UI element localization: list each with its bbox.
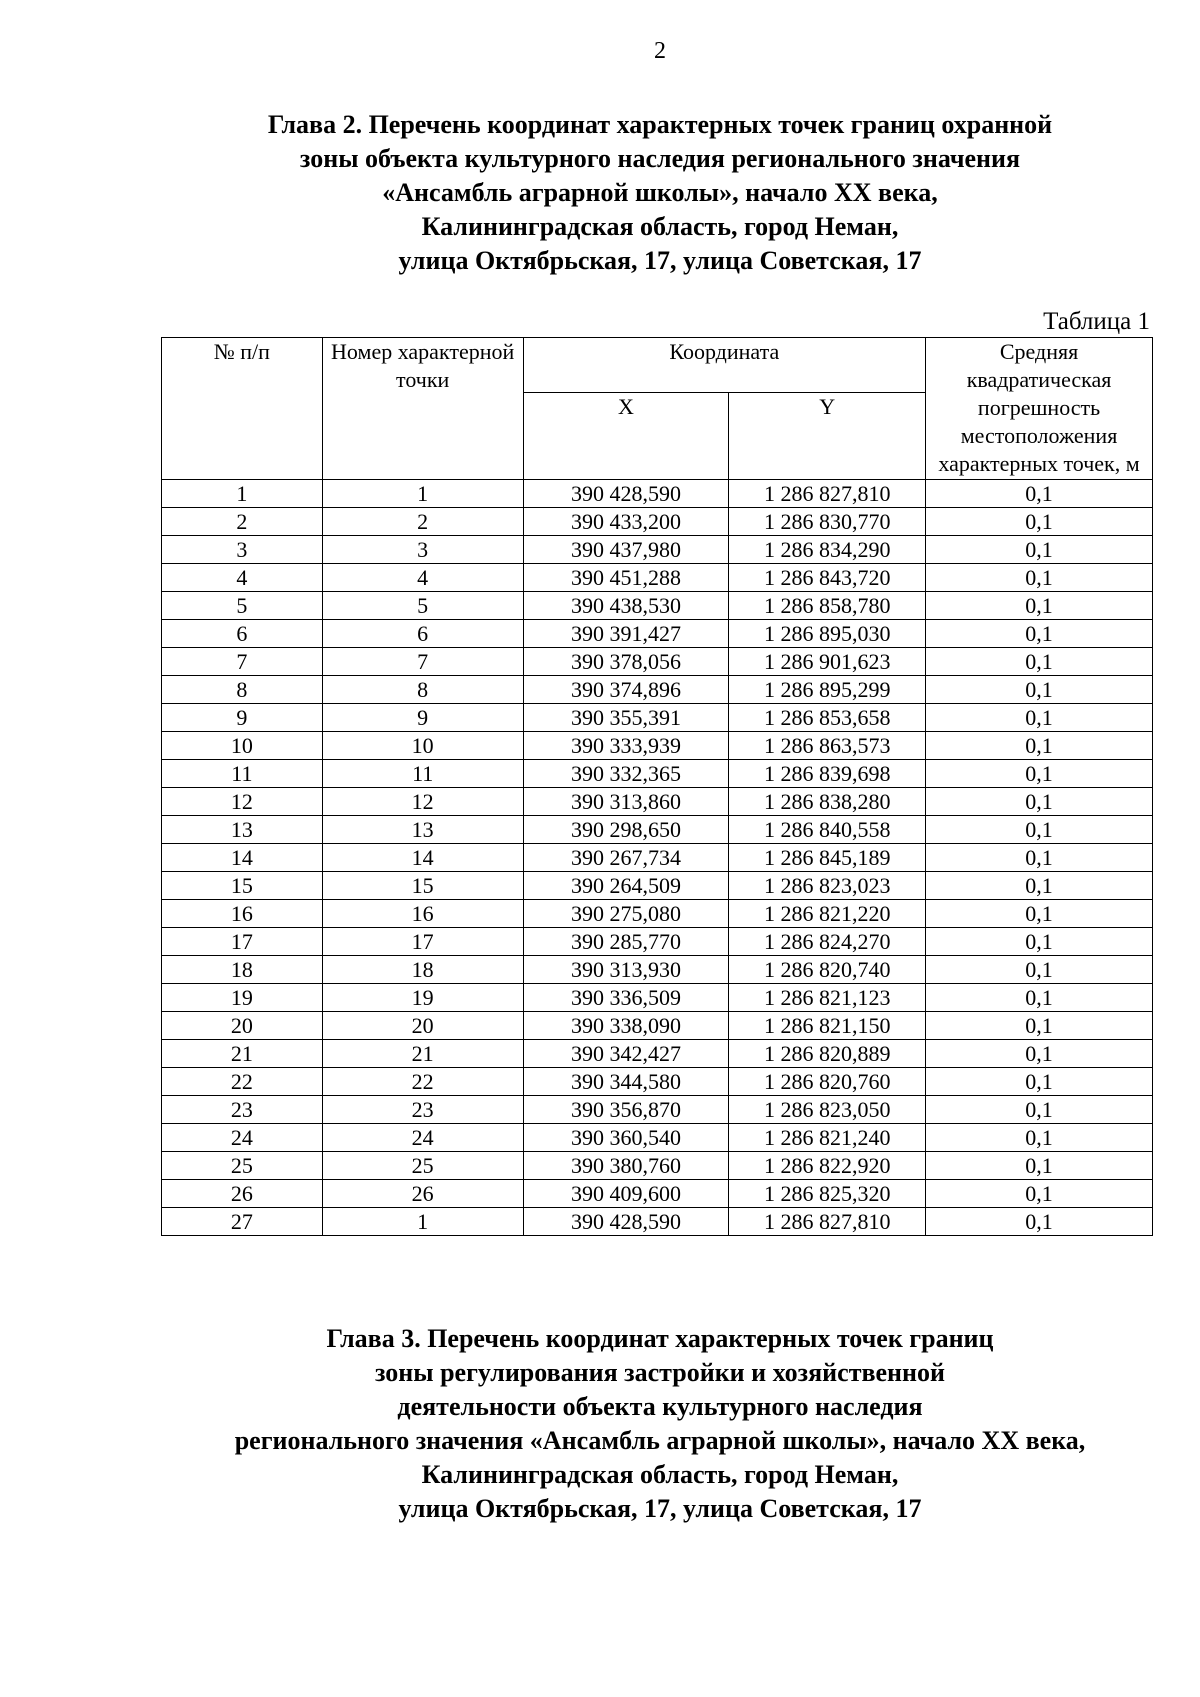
cell-error: 0,1 xyxy=(926,480,1153,508)
coordinates-table xyxy=(161,337,1153,1236)
heading-line: «Ансамбль аграрной школы», начало XX века, xyxy=(382,178,938,207)
cell-error: 0,1 xyxy=(926,1208,1153,1236)
cell-row-number: 23 xyxy=(162,1096,323,1124)
cell-x: 390 433,200 xyxy=(523,508,729,536)
cell-x: 390 391,427 xyxy=(523,620,729,648)
cell-error: 0,1 xyxy=(926,732,1153,760)
cell-point-number: 1 xyxy=(322,480,523,508)
table-row xyxy=(162,1040,1153,1068)
header-mean-square-error: Средняя квадратическая погрешность местоположения характерных точек, м xyxy=(926,338,1153,480)
cell-y: 1 286 821,220 xyxy=(729,900,926,928)
cell-row-number: 9 xyxy=(162,704,323,732)
cell-row-number: 26 xyxy=(162,1180,323,1208)
cell-y: 1 286 863,573 xyxy=(729,732,926,760)
cell-error: 0,1 xyxy=(926,1096,1153,1124)
cell-y: 1 286 839,698 xyxy=(729,760,926,788)
cell-row-number: 21 xyxy=(162,1040,323,1068)
cell-y: 1 286 820,760 xyxy=(729,1068,926,1096)
cell-x: 390 428,590 xyxy=(523,480,729,508)
cell-y: 1 286 820,889 xyxy=(729,1040,926,1068)
cell-error: 0,1 xyxy=(926,872,1153,900)
cell-row-number: 10 xyxy=(162,732,323,760)
header-y: Y xyxy=(729,393,926,480)
cell-row-number: 2 xyxy=(162,508,323,536)
table-row xyxy=(162,1068,1153,1096)
table-row xyxy=(162,1124,1153,1152)
cell-x: 390 409,600 xyxy=(523,1180,729,1208)
cell-row-number: 17 xyxy=(162,928,323,956)
cell-row-number: 11 xyxy=(162,760,323,788)
cell-y: 1 286 853,658 xyxy=(729,704,926,732)
cell-row-number: 15 xyxy=(162,872,323,900)
cell-x: 390 332,365 xyxy=(523,760,729,788)
cell-x: 390 313,930 xyxy=(523,956,729,984)
table-row xyxy=(162,620,1153,648)
cell-point-number: 21 xyxy=(322,1040,523,1068)
table-row xyxy=(162,536,1153,564)
cell-row-number: 7 xyxy=(162,648,323,676)
cell-error: 0,1 xyxy=(926,956,1153,984)
cell-point-number: 26 xyxy=(322,1180,523,1208)
cell-point-number: 6 xyxy=(322,620,523,648)
cell-point-number: 1 xyxy=(322,1208,523,1236)
cell-error: 0,1 xyxy=(926,1152,1153,1180)
cell-point-number: 22 xyxy=(322,1068,523,1096)
header-row-number: № п/п xyxy=(162,338,323,480)
cell-point-number: 19 xyxy=(322,984,523,1012)
heading-line: Глава 2. Перечень координат характерных точек границ охранной xyxy=(267,110,1053,139)
cell-error: 0,1 xyxy=(926,648,1153,676)
cell-point-number: 4 xyxy=(322,564,523,592)
cell-error: 0,1 xyxy=(926,900,1153,928)
cell-point-number: 17 xyxy=(322,928,523,956)
cell-x: 390 333,939 xyxy=(523,732,729,760)
cell-x: 390 285,770 xyxy=(523,928,729,956)
cell-row-number: 20 xyxy=(162,1012,323,1040)
cell-point-number: 16 xyxy=(322,900,523,928)
cell-point-number: 8 xyxy=(322,676,523,704)
heading-line: зоны регулирования застройки и хозяйственной xyxy=(375,1358,945,1387)
table-row xyxy=(162,676,1153,704)
cell-error: 0,1 xyxy=(926,564,1153,592)
cell-x: 390 342,427 xyxy=(523,1040,729,1068)
heading-line: зоны объекта культурного наследия регионального значения xyxy=(299,144,1021,173)
cell-y: 1 286 838,280 xyxy=(729,788,926,816)
cell-point-number: 7 xyxy=(322,648,523,676)
cell-point-number: 18 xyxy=(322,956,523,984)
cell-error: 0,1 xyxy=(926,788,1153,816)
cell-y: 1 286 821,240 xyxy=(729,1124,926,1152)
cell-y: 1 286 830,770 xyxy=(729,508,926,536)
cell-error: 0,1 xyxy=(926,536,1153,564)
table-row xyxy=(162,844,1153,872)
cell-y: 1 286 823,023 xyxy=(729,872,926,900)
table-row xyxy=(162,900,1153,928)
cell-point-number: 12 xyxy=(322,788,523,816)
cell-y: 1 286 840,558 xyxy=(729,816,926,844)
cell-x: 390 378,056 xyxy=(523,648,729,676)
cell-point-number: 24 xyxy=(322,1124,523,1152)
cell-point-number: 15 xyxy=(322,872,523,900)
header-x: X xyxy=(523,393,729,480)
cell-x: 390 267,734 xyxy=(523,844,729,872)
cell-row-number: 24 xyxy=(162,1124,323,1152)
table-row xyxy=(162,816,1153,844)
heading-line: регионального значения «Ансамбль аграрной школы», начало XX века, xyxy=(234,1426,1086,1455)
cell-row-number: 19 xyxy=(162,984,323,1012)
cell-error: 0,1 xyxy=(926,928,1153,956)
cell-point-number: 25 xyxy=(322,1152,523,1180)
cell-error: 0,1 xyxy=(926,1180,1153,1208)
table-row xyxy=(162,704,1153,732)
table-row xyxy=(162,760,1153,788)
cell-error: 0,1 xyxy=(926,620,1153,648)
header-coordinate: Координата xyxy=(523,338,926,393)
table-row xyxy=(162,564,1153,592)
cell-y: 1 286 821,150 xyxy=(729,1012,926,1040)
table-row xyxy=(162,648,1153,676)
cell-row-number: 5 xyxy=(162,592,323,620)
cell-point-number: 3 xyxy=(322,536,523,564)
cell-row-number: 1 xyxy=(162,480,323,508)
cell-row-number: 13 xyxy=(162,816,323,844)
cell-error: 0,1 xyxy=(926,704,1153,732)
table-row xyxy=(162,592,1153,620)
cell-y: 1 286 843,720 xyxy=(729,564,926,592)
cell-y: 1 286 824,270 xyxy=(729,928,926,956)
table-row xyxy=(162,928,1153,956)
cell-x: 390 380,760 xyxy=(523,1152,729,1180)
cell-error: 0,1 xyxy=(926,816,1153,844)
cell-point-number: 13 xyxy=(322,816,523,844)
table-row xyxy=(162,872,1153,900)
cell-row-number: 14 xyxy=(162,844,323,872)
table-caption: Таблица 1 xyxy=(1043,308,1150,335)
cell-error: 0,1 xyxy=(926,676,1153,704)
cell-x: 390 451,288 xyxy=(523,564,729,592)
table-row xyxy=(162,984,1153,1012)
cell-y: 1 286 827,810 xyxy=(729,480,926,508)
table-row xyxy=(162,956,1153,984)
heading-line: Глава 3. Перечень координат характерных точек границ xyxy=(326,1324,994,1353)
cell-y: 1 286 845,189 xyxy=(729,844,926,872)
cell-x: 390 356,870 xyxy=(523,1096,729,1124)
cell-y: 1 286 834,290 xyxy=(729,536,926,564)
cell-error: 0,1 xyxy=(926,1040,1153,1068)
heading-line: деятельности объекта культурного наследия xyxy=(397,1392,923,1421)
table-row xyxy=(162,1012,1153,1040)
cell-row-number: 16 xyxy=(162,900,323,928)
table-row xyxy=(162,1180,1153,1208)
cell-point-number: 23 xyxy=(322,1096,523,1124)
cell-x: 390 338,090 xyxy=(523,1012,729,1040)
cell-error: 0,1 xyxy=(926,508,1153,536)
cell-error: 0,1 xyxy=(926,984,1153,1012)
cell-x: 390 313,860 xyxy=(523,788,729,816)
cell-point-number: 11 xyxy=(322,760,523,788)
cell-point-number: 9 xyxy=(322,704,523,732)
cell-row-number: 25 xyxy=(162,1152,323,1180)
cell-x: 390 336,509 xyxy=(523,984,729,1012)
cell-y: 1 286 821,123 xyxy=(729,984,926,1012)
table-row xyxy=(162,1208,1153,1236)
cell-y: 1 286 895,299 xyxy=(729,676,926,704)
cell-y: 1 286 827,810 xyxy=(729,1208,926,1236)
table-row xyxy=(162,480,1153,508)
cell-row-number: 3 xyxy=(162,536,323,564)
header-point-number: Номер характерной точки xyxy=(322,338,523,480)
cell-error: 0,1 xyxy=(926,844,1153,872)
cell-row-number: 22 xyxy=(162,1068,323,1096)
cell-point-number: 20 xyxy=(322,1012,523,1040)
cell-x: 390 438,530 xyxy=(523,592,729,620)
cell-point-number: 2 xyxy=(322,508,523,536)
cell-x: 390 298,650 xyxy=(523,816,729,844)
cell-point-number: 14 xyxy=(322,844,523,872)
cell-row-number: 8 xyxy=(162,676,323,704)
cell-x: 390 264,509 xyxy=(523,872,729,900)
cell-x: 390 275,080 xyxy=(523,900,729,928)
cell-y: 1 286 823,050 xyxy=(729,1096,926,1124)
table-row xyxy=(162,1152,1153,1180)
cell-y: 1 286 901,623 xyxy=(729,648,926,676)
cell-x: 390 437,980 xyxy=(523,536,729,564)
table-row xyxy=(162,1096,1153,1124)
cell-row-number: 12 xyxy=(162,788,323,816)
cell-error: 0,1 xyxy=(926,1068,1153,1096)
heading-line: улица Октябрьская, 17, улица Советская, 17 xyxy=(398,1494,922,1523)
cell-y: 1 286 858,780 xyxy=(729,592,926,620)
cell-x: 390 428,590 xyxy=(523,1208,729,1236)
cell-row-number: 18 xyxy=(162,956,323,984)
table-row xyxy=(162,508,1153,536)
cell-row-number: 4 xyxy=(162,564,323,592)
cell-x: 390 355,391 xyxy=(523,704,729,732)
cell-row-number: 27 xyxy=(162,1208,323,1236)
cell-error: 0,1 xyxy=(926,1124,1153,1152)
table-row xyxy=(162,732,1153,760)
cell-y: 1 286 825,320 xyxy=(729,1180,926,1208)
chapter-2-heading xyxy=(140,108,1180,278)
cell-y: 1 286 822,920 xyxy=(729,1152,926,1180)
cell-row-number: 6 xyxy=(162,620,323,648)
heading-line: Калининградская область, город Неман, xyxy=(421,212,899,241)
cell-y: 1 286 895,030 xyxy=(729,620,926,648)
cell-y: 1 286 820,740 xyxy=(729,956,926,984)
cell-x: 390 374,896 xyxy=(523,676,729,704)
cell-point-number: 5 xyxy=(322,592,523,620)
cell-error: 0,1 xyxy=(926,1012,1153,1040)
cell-x: 390 344,580 xyxy=(523,1068,729,1096)
heading-line: улица Октябрьская, 17, улица Советская, 17 xyxy=(398,246,922,275)
chapter-3-heading xyxy=(140,1322,1180,1526)
page-number: 2 xyxy=(654,38,666,64)
heading-line: Калининградская область, город Неман, xyxy=(421,1460,899,1489)
table-row xyxy=(162,788,1153,816)
table-body xyxy=(162,480,1153,1236)
cell-error: 0,1 xyxy=(926,592,1153,620)
cell-point-number: 10 xyxy=(322,732,523,760)
cell-x: 390 360,540 xyxy=(523,1124,729,1152)
cell-error: 0,1 xyxy=(926,760,1153,788)
